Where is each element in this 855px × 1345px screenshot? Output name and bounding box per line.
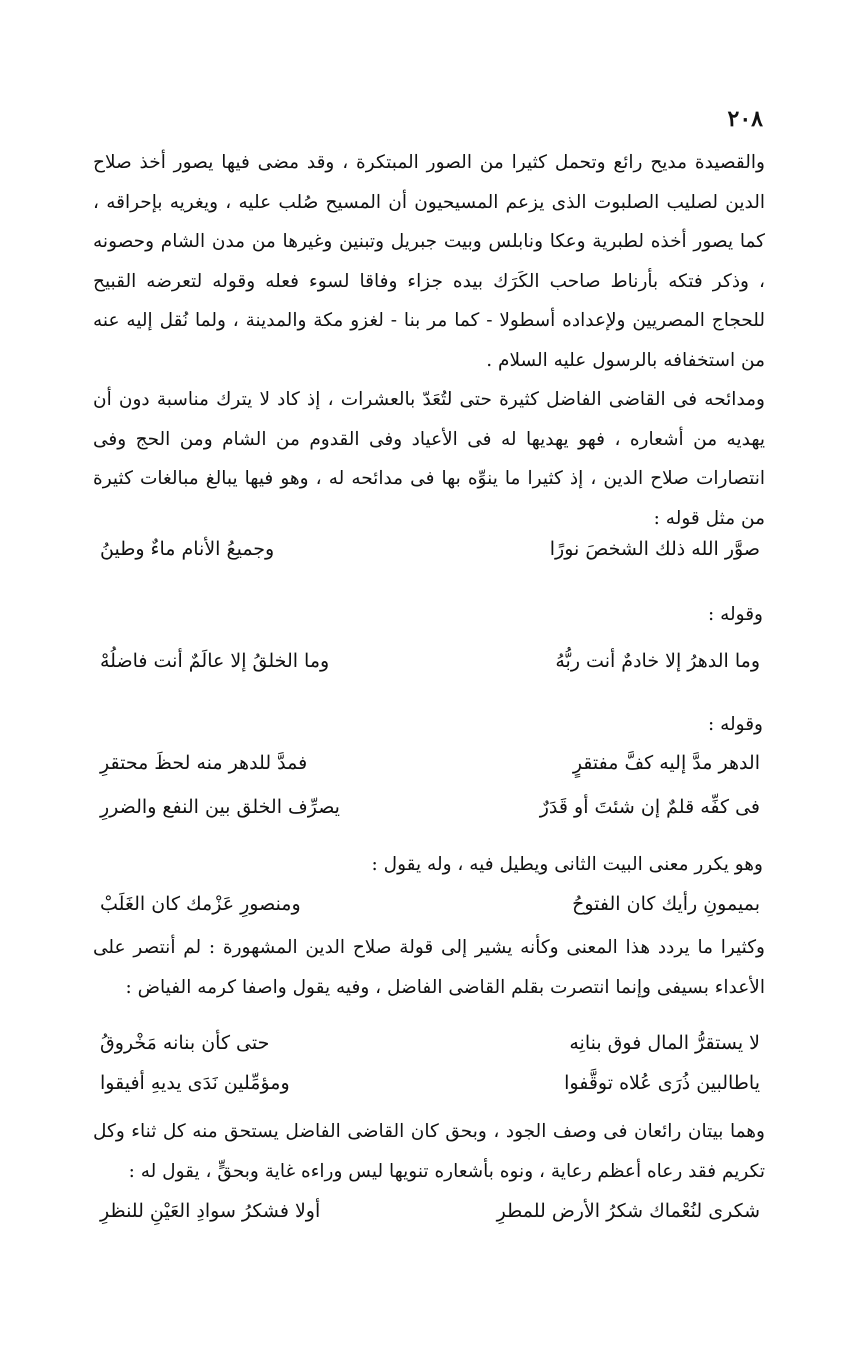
verse-intro: وقوله : — [707, 714, 763, 735]
verse-first-hemistich: صوَّر الله ذلك الشخصَ نورًا — [549, 538, 760, 560]
verse-second-hemistich: ومؤمِّلين نَدَى يديهِ أفيقوا — [100, 1072, 290, 1094]
verse-first-hemistich: الدهر مدَّ إليه كفَّ مفتقرٍ — [572, 752, 760, 774]
verse-line — [100, 538, 760, 572]
verse-first-hemistich: ياطالبين ذُرَى عُلاه توقَّفوا — [564, 1072, 760, 1094]
verse-second-hemistich: فمدَّ للدهر منه لحظَ محتقرِ — [100, 752, 308, 774]
page-number: ٢٠٨ — [727, 106, 763, 132]
verse-intro: وقوله : — [707, 604, 763, 625]
verse-line — [100, 1200, 760, 1234]
verse-first-hemistich: شكرى لنُعْماك شكرُ الأرض للمطرِ — [496, 1200, 760, 1222]
verse-line — [100, 1032, 760, 1066]
verse-second-hemistich: وجميعُ الأنام ماءٌ وطينُ — [100, 538, 275, 560]
verse-second-hemistich: حتى كأن بنانه مَخْروقُ — [100, 1032, 270, 1054]
paragraph-qadi-fadil: ومدائحه فى القاضى الفاضل كثيرة حتى لتُعَدّ بالعشرات ، إذ كاد لا يترك مناسبة دون أن يهديه من أشعاره ، فهو يهديها له فى الأعياد وفى القدوم من الشام ومن الحج وفى انتصارات صلاح الدين ، إذ كثيرا ما ينوِّه بها فى مدائحه له ، وهو فيها يبالغ مبالغات كثيرة من مثل قوله : — [93, 389, 765, 529]
verse-first-hemistich: لا يستقرُّ المال فوق بنانِه — [569, 1032, 760, 1054]
verse-first-hemistich: فى كفِّه قلمٌ إن شئتَ أو قَدَرٌ — [539, 796, 760, 818]
paragraph-saladin-ode: والقصيدة مديح رائع وتحمل كثيرا من الصور المبتكرة ، وقد مضى فيها يصور أخذ صلاح الدين لصليب الصلبوت الذى يزعم المسيحيون أن المسيح صُلب عليه ، ويغريه بإحراقه ، كما يصور أخذه لطبرية وعكا ونابلس وبيت جبريل وتبنين وغيرها من مدن الشام وحصونه ، وذكر فتكه بأرناط صاحب الكَرَك بيده جزاء وفاقا لسوء فعله وقوله لتعرضه القبيح للحجاج المصريين ولإعداده أسطولا - كما مر بنا - لغزو مكة والمدينة ، ولما نُقل إليه عنه من استخفافه بالرسول عليه السلام . — [93, 152, 765, 371]
verse-first-hemistich: وما الدهرُ إلا خادمٌ أنت ربُّهُ — [555, 650, 760, 672]
verse-line — [100, 796, 760, 830]
verse-line — [100, 893, 760, 927]
verse-first-hemistich: بميمونِ رأيك كان الفتوحُ — [572, 893, 760, 915]
verse-second-hemistich: أولا فشكرُ سوادِ العَيْنِ للنظرِ — [100, 1200, 321, 1222]
paragraph-generosity: وهما بيتان رائعان فى وصف الجود ، وبحق كان القاضى الفاضل يستحق منه كل ثناء وكل تكريم فقد رعاه أعظم رعاية ، ونوه بأشعاره تنويها ليس وراءه غاية وبحقٍّ ، يقول له : — [93, 1121, 765, 1182]
verse-line — [100, 752, 760, 786]
verse-second-hemistich: يصرِّف الخلق بين النفع والضررِ — [100, 796, 340, 818]
verse-second-hemistich: وما الخلقُ إلا عالَمٌ أنت فاضلُهْ — [100, 650, 330, 672]
verse-intro: وهو يكرر معنى البيت الثانى ويطيل فيه ، وله يقول : — [371, 854, 763, 875]
verse-line — [100, 650, 760, 684]
paragraph-famous-saying: وكثيرا ما يردد هذا المعنى وكأنه يشير إلى قولة صلاح الدين المشهورة : لم أنتصر على الأعداء بسيفى وإنما انتصرت بقلم القاضى الفاضل ، وفيه يقول واصفا كرمه الفياض : — [93, 937, 765, 998]
verse-second-hemistich: ومنصورِ عَزْمك كان الغَلَبْ — [100, 893, 301, 915]
verse-line — [100, 1072, 760, 1106]
